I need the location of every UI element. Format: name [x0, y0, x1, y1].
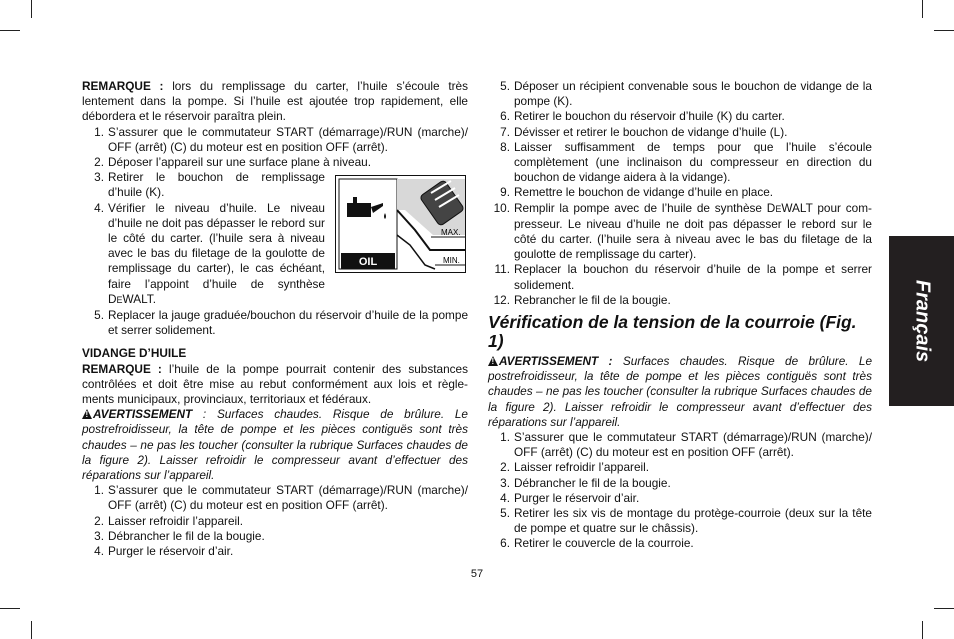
note-disposal: REMARQUE : l’huile de la pompe pourrait contenir des substances contrôlées et doit être mise au rebut conformément aux lois et règle-ments municipaux, provinciaux, territoriaux et fédéraux.	[82, 361, 468, 407]
crop-mark	[922, 621, 923, 639]
crop-mark	[934, 608, 954, 609]
list-item: 5. Retirer les six vis de montage du protège-courroie (deux sur la tête de pompe et quatre sur le châssis).	[500, 506, 872, 536]
list-item: 6. Retirer le couvercle de la courroie.	[500, 536, 694, 551]
section-title: Vérification de la tension de la courroie (Fig. 1)	[488, 312, 857, 352]
crop-mark	[934, 30, 954, 31]
list-item: 11. Replacer la bouchon du réservoir d’huile de la pompe et serrer solidement.	[494, 262, 872, 292]
list-item: 3. Débrancher le fil de la bougie.	[500, 475, 671, 490]
left-column	[82, 79, 468, 559]
list-item: 1. S’assurer que le commutateur START (démarrage)/RUN (marche)/ OFF (arrêt) (C) du moteur est en position OFF (arrêt).	[94, 124, 468, 154]
list-item: 1. S’assurer que le commutateur START (démarrage)/RUN (marche)/ OFF (arrêt) (C) du moteur est en position OFF (arrêt).	[94, 483, 468, 513]
warning-block: !AVERTISSEMENT : Surfaces chaudes. Risque de brûlure. Le postrefroidisseur, la tête de pompe et les pièces contiguës sont très chaudes – ne pas les toucher (consulter la rubrique Surfaces chaudes de la figure 2). Laisser refroidir le compresseur avant d’effectuer des réparations sur l’appareil.	[488, 354, 872, 430]
list-item: 4. Purger le réservoir d’air.	[94, 544, 234, 559]
list-item: 1. S’assurer que le commutateur START (démarrage)/RUN (marche)/ OFF (arrêt) (C) du moteur est en position OFF (arrêt).	[500, 430, 872, 460]
list-item: 4. Vérifier le niveau d’huile. Le niveau d’huile ne doit pas dépasser le rebord sur le côté du carter. (l’huile sera à niveau avec le bas du filetage de la goulotte de remplissage du carter), le cas échéant, faire l’appoint d’huile de synthèse DEWALT.	[94, 200, 325, 306]
list-item: 2. Laisser refroidir l’appareil.	[94, 513, 244, 528]
list-item: 5. Déposer un récipient convenable sous le bouchon de vidange de la pompe (K).	[500, 79, 872, 109]
note-fill: REMARQUE : lors du remplissage du carter, l’huile s’écoule très lentement dans la pompe. Si l’huile est ajoutée trop rapidement, elle débordera et le réservoir paraîtra plein.	[82, 79, 468, 124]
section-heading: VIDANGE D’HUILE	[82, 346, 187, 361]
list-item: 2. Laisser refroidir l’appareil.	[500, 460, 650, 475]
list-item: 5. Replacer la jauge graduée/bouchon du réservoir d’huile de la pompe et serrer solidement.	[94, 308, 468, 338]
list-item: 9. Remettre le bouchon de vidange d’huile en place.	[500, 185, 774, 200]
page-number: 57	[470, 568, 484, 580]
warning-icon	[82, 409, 92, 419]
list-item: 7. Dévisser et retirer le bouchon de vidange d’huile (L).	[500, 124, 788, 139]
crop-mark	[0, 608, 20, 609]
warning-block: !AVERTISSEMENT : Surfaces chaudes. Risque de brûlure. Le postrefroidisseur, la tête de pompe et les pièces contiguës sont très chaudes – ne pas les toucher (consulter la rubrique Surfaces chaudes de la figure 2). Laisser refroidir le compresseur avant d’effectuer des réparations sur l’appareil.	[82, 407, 468, 483]
language-label: Français	[911, 279, 933, 363]
list-item: 8. Laisser suffisamment de temps pour que l’huile s’écoule complètement (une inclinaison du compresseur en direction du bouchon de vidange aidera à la vidange).	[500, 139, 872, 185]
max-label: MAX.	[441, 228, 461, 237]
language-tab	[889, 236, 954, 406]
crop-mark	[31, 621, 32, 639]
list-item: 4. Purger le réservoir d’air.	[500, 490, 640, 505]
list-item: 12. Rebrancher le fil de la bougie.	[493, 292, 671, 307]
list-item: 2. Déposer l’appareil sur une surface plane à niveau.	[94, 155, 371, 170]
list-item: 10. Remplir la pompe avec de l’huile de synthèse DEWALT pour com-presseur. Le niveau d’huile ne doit pas dépasser le rebord sur le côté du carter. (l’huile sera à niveau avec le bas du filetage de la goulotte de remplissage du carter).	[493, 200, 872, 262]
crop-mark	[922, 0, 923, 18]
right-column	[488, 79, 872, 552]
list-item: 3. Débrancher le fil de la bougie.	[94, 528, 265, 543]
oil-level-figure	[335, 175, 466, 273]
list-item: 3. Retirer le bouchon de remplissage d’huile (K).	[94, 170, 325, 200]
crop-mark	[0, 30, 20, 31]
warning-icon	[488, 356, 498, 366]
min-label: MIN.	[443, 256, 460, 265]
list-item: 6. Retirer le bouchon du réservoir d’huile (K) du carter.	[500, 109, 785, 124]
crop-mark	[31, 0, 32, 18]
oil-label: OIL	[358, 256, 378, 268]
